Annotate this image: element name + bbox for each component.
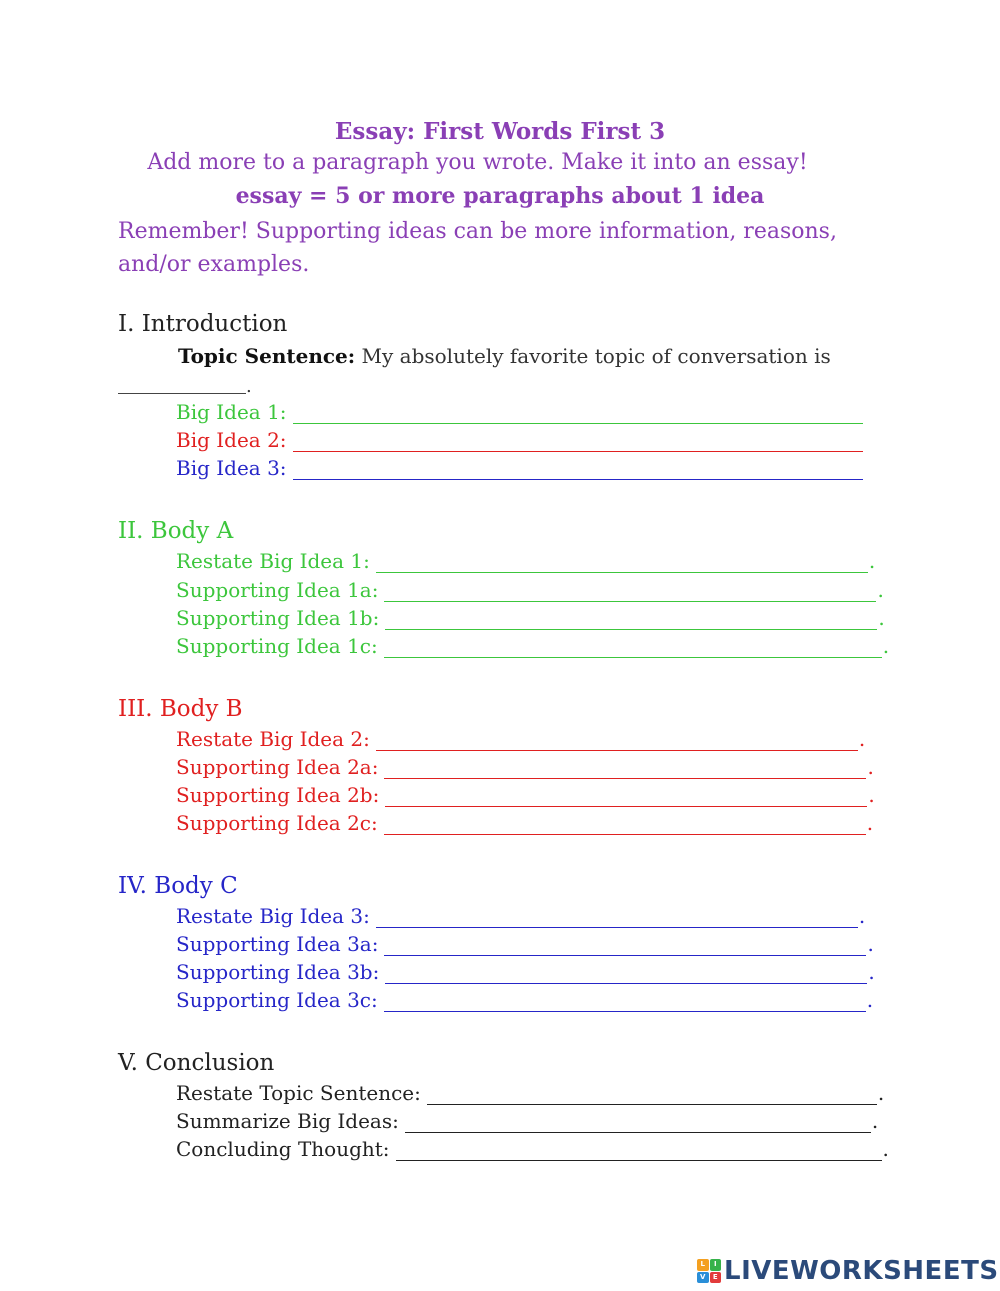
row-period: . [877, 1081, 885, 1105]
row-period: . [867, 755, 874, 779]
liveworksheets-logo [697, 1256, 999, 1286]
big-idea-2-row [176, 428, 863, 452]
big-idea-2-blank[interactable] [293, 433, 863, 452]
supporting-idea-2c-blank[interactable] [384, 816, 866, 835]
restate-topic-sentence-blank[interactable] [427, 1086, 877, 1105]
row-period: . [878, 606, 885, 630]
body-b-row [176, 755, 874, 779]
row-period: . [858, 727, 866, 751]
introduction-heading: I. Introduction [118, 311, 288, 337]
body-c-row [176, 904, 865, 928]
supporting-idea-2a-label: Supporting Idea 2a: [176, 755, 379, 779]
body-b-row [176, 811, 873, 835]
supporting-idea-1b-label: Supporting Idea 1b: [176, 606, 380, 630]
logo-block: L [697, 1259, 709, 1271]
row-period: . [882, 1137, 889, 1161]
topic-sentence-text: My absolutely favorite topic of conversation is [361, 344, 831, 368]
conclusion-row [176, 1137, 889, 1161]
row-period: . [867, 932, 874, 956]
body-c-row [176, 932, 874, 956]
supporting-idea-1c-label: Supporting Idea 1c: [176, 634, 378, 658]
conclusion-heading: V. Conclusion [118, 1050, 275, 1076]
topic-sentence-period: . [246, 376, 252, 397]
summarize-big-ideas-blank[interactable] [405, 1114, 871, 1133]
reminder-text: Remember! Supporting ideas can be more information, reasons, and/or examples. [118, 219, 837, 277]
topic-sentence-blank[interactable] [118, 375, 246, 394]
big-idea-1-row [176, 400, 863, 424]
supporting-idea-2b-label: Supporting Idea 2b: [176, 783, 380, 807]
row-period: . [871, 1109, 879, 1133]
restate-big-idea-2-label: Restate Big Idea 2: [176, 727, 370, 751]
supporting-idea-3a-blank[interactable] [384, 937, 866, 956]
body-a-row [176, 578, 884, 602]
restate-topic-sentence-label: Restate Topic Sentence: [176, 1081, 421, 1105]
essay-definition: essay = 5 or more paragraphs about 1 idea [235, 183, 765, 209]
liveworksheets-logo-text: LIVEWORKSHEETS [724, 1256, 999, 1286]
liveworksheets-logo-icon [697, 1259, 721, 1283]
supporting-idea-1a-blank[interactable] [384, 583, 876, 602]
worksheet-title: Essay: First Words First 3 [334, 118, 666, 145]
big-idea-3-row [176, 456, 863, 480]
restate-big-idea-2-blank[interactable] [376, 732, 858, 751]
supporting-idea-3b-blank[interactable] [385, 965, 867, 984]
supporting-idea-1b-blank[interactable] [385, 611, 877, 630]
body-a-row [176, 634, 889, 658]
conclusion-row [176, 1109, 878, 1133]
logo-block: I [710, 1259, 722, 1271]
logo-block: E [710, 1272, 722, 1284]
supporting-idea-3c-blank[interactable] [384, 993, 866, 1012]
row-period: . [866, 988, 874, 1012]
big-idea-2-label: Big Idea 2: [176, 428, 287, 452]
body-c-row [176, 960, 875, 984]
supporting-idea-1a-label: Supporting Idea 1a: [176, 578, 379, 602]
conclusion-row [176, 1081, 884, 1105]
row-period: . [868, 783, 875, 807]
logo-block: V [697, 1272, 709, 1284]
supporting-idea-1c-blank[interactable] [384, 639, 882, 658]
supporting-idea-2c-label: Supporting Idea 2c: [176, 811, 378, 835]
row-period: . [882, 634, 890, 658]
big-idea-1-blank[interactable] [293, 405, 863, 424]
body-c-row [176, 988, 873, 1012]
body-c-heading: IV. Body C [118, 873, 238, 899]
row-period: . [877, 578, 884, 602]
supporting-idea-3c-label: Supporting Idea 3c: [176, 988, 378, 1012]
body-b-row [176, 783, 875, 807]
body-b-row [176, 727, 865, 751]
row-period: . [858, 904, 866, 928]
body-a-heading: II. Body A [118, 518, 234, 544]
body-a-row [176, 549, 875, 573]
topic-sentence [178, 344, 831, 368]
restate-big-idea-1-blank[interactable] [376, 554, 868, 573]
body-b-heading: III. Body B [118, 696, 243, 722]
row-period: . [866, 811, 874, 835]
row-period: . [868, 549, 876, 573]
body-a-row [176, 606, 885, 630]
supporting-idea-2a-blank[interactable] [384, 760, 866, 779]
supporting-idea-3a-label: Supporting Idea 3a: [176, 932, 379, 956]
topic-sentence-label: Topic Sentence: [178, 344, 356, 368]
row-period: . [868, 960, 875, 984]
big-idea-3-blank[interactable] [293, 461, 863, 480]
supporting-idea-2b-blank[interactable] [385, 788, 867, 807]
big-idea-3-label: Big Idea 3: [176, 456, 287, 480]
supporting-idea-3b-label: Supporting Idea 3b: [176, 960, 380, 984]
restate-big-idea-3-label: Restate Big Idea 3: [176, 904, 370, 928]
concluding-thought-label: Concluding Thought: [176, 1137, 390, 1161]
concluding-thought-blank[interactable] [396, 1142, 882, 1161]
restate-big-idea-1-label: Restate Big Idea 1: [176, 549, 370, 573]
summarize-big-ideas-label: Summarize Big Ideas: [176, 1109, 399, 1133]
restate-big-idea-3-blank[interactable] [376, 909, 858, 928]
instruction-text: Add more to a paragraph you wrote. Make it into an essay! [147, 150, 808, 175]
big-idea-1-label: Big Idea 1: [176, 400, 287, 424]
